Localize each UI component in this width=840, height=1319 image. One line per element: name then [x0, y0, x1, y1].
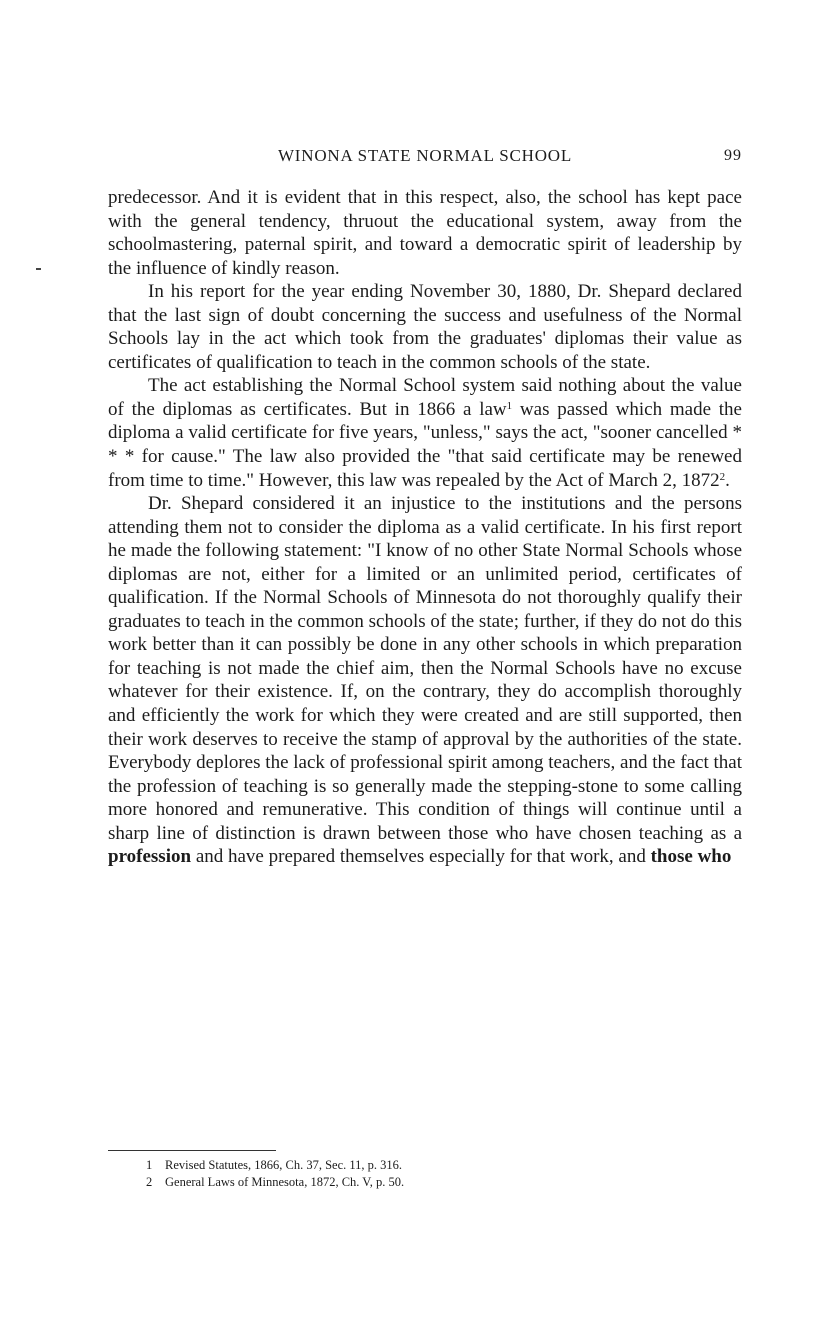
- footnote-rule: [108, 1150, 276, 1151]
- footnote-reference: 2: [719, 470, 726, 483]
- text-run: The act establishing the Normal School system said nothing about the value of the diplomas as certificates. But in 1866 a law: [108, 375, 742, 420]
- text-run: was passed which made the diploma a valid certificate for five years, "unless," says the act, "sooner cancelled * * * for cause." The law also provided the "that said certificate may be renewed from time to time." However, this law was repealed by the Act of March 2, 1872: [108, 398, 742, 491]
- footnote-reference: 1: [506, 399, 513, 412]
- bold-text: profession: [108, 846, 192, 868]
- running-head: [108, 146, 742, 170]
- footnote: [146, 1174, 404, 1191]
- text-run: .: [725, 469, 730, 491]
- text-run: predecessor. And it is evident that in this respect, also, the school has kept pace with the general tendency, thruout the educational system, away from the schoolmastering, paternal spirit, and toward a democratic spirit of leadership by the influence of kindly reason.: [108, 187, 742, 279]
- footnote: [146, 1157, 404, 1174]
- text-run: and have prepared themselves especially for that work, and: [191, 846, 651, 868]
- paragraph: [108, 374, 742, 492]
- running-title: WINONA STATE NORMAL SCHOOL: [277, 146, 573, 165]
- bold-text: those who: [650, 846, 732, 868]
- text-run: Dr. Shepard considered it an injustice to the institutions and the persons attending them not to consider the diploma as a valid certificate. In his first report he made the following statement: "I know of no other State Normal Schools whose diplomas are not, either for a limited or an unlimited period, certificates of qualification. If the Normal Schools of Minnesota do not thoroughly qualify their graduates to teach in the common schools of the state; further, if they do not do this work better than it can possibly be done in any other schools in which preparation for teaching is not made the chief aim, then the Normal Schools have no excuse whatever for their existence. If, on the contrary, they do accomplish thoroughly and efficiently the work for which they were created and are still supported, then their work deserves to receive the stamp of approval by the authorities of the state. Everybody deplores the lack of professional spirit among teachers, and the fact that the profession of teaching is so generally made the stepping-stone to some calling more honored and remunerative. This condition of things will continue until a sharp line of distinction is drawn between those who have chosen teaching as a: [108, 493, 743, 844]
- paragraph: [108, 492, 742, 869]
- text-run: In his report for the year ending November 30, 1880, Dr. Shepard declared that the last sign of doubt concerning the success and usefulness of the Normal Schools lay in the act which took from the graduates' diplomas their value as certificates of qualification to teach in the common schools of the state.: [108, 281, 742, 373]
- footnote-number: 2: [146, 1175, 153, 1189]
- footnotes: [146, 1157, 404, 1191]
- footnote-text: General Laws of Minnesota, 1872, Ch. V, p. 50.: [165, 1175, 405, 1189]
- body-text: [108, 186, 742, 869]
- footnote-text: Revised Statutes, 1866, Ch. 37, Sec. 11, p. 316.: [165, 1158, 403, 1172]
- margin-mark: [36, 268, 41, 270]
- paragraph: [108, 280, 742, 374]
- page-number: 99: [724, 147, 742, 164]
- footnote-number: 1: [146, 1158, 153, 1172]
- paragraph: [108, 186, 742, 280]
